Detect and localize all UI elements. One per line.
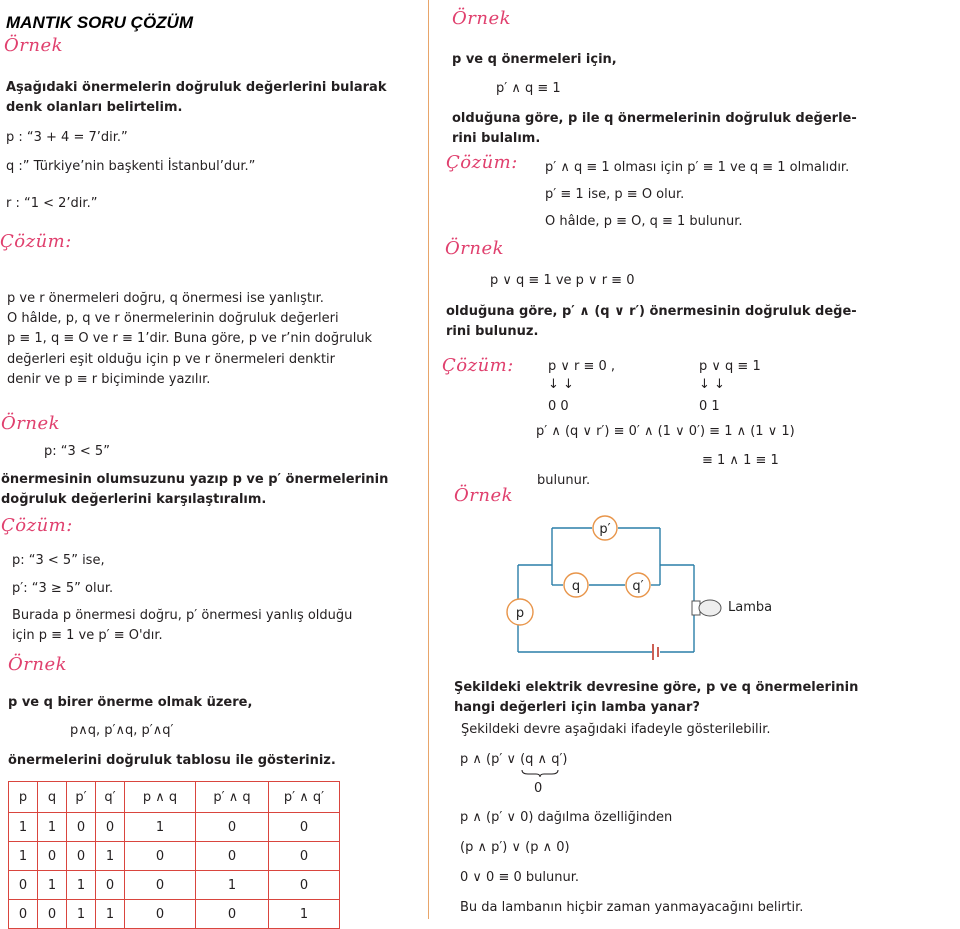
- ex6-expression: p ∧ (p′ ∨ (q ∧ q′): [460, 752, 568, 767]
- table-cell: 0: [96, 871, 125, 900]
- table-header-cell: p′: [67, 782, 96, 813]
- switch-p-prime: [593, 516, 617, 540]
- table-cell: 1: [9, 842, 38, 871]
- switch-q: [564, 573, 588, 597]
- ornek-label: Örnek: [454, 485, 514, 506]
- table-cell: 0: [67, 813, 96, 842]
- ornek-label: Örnek: [4, 35, 64, 56]
- ex6-solution: 0 ∨ 0 ≡ 0 bulunur.: [460, 870, 579, 885]
- ex6-solution: Bu da lambanın hiçbir zaman yanmayacağını belirtir.: [460, 900, 804, 915]
- table-cell: 1: [9, 813, 38, 842]
- table-cell: 0: [125, 900, 196, 929]
- ex4-intro: p ve q önermeleri için,: [452, 52, 617, 67]
- switch-q-prime: [626, 573, 650, 597]
- ex4-solution: p′ ≡ 1 ise, p ≡ O olur.: [545, 187, 685, 202]
- table-cell: 0: [196, 813, 269, 842]
- table-row: [9, 842, 340, 871]
- ex1-q: q :” Türkiye’nin başkenti İstanbul’dur.”: [6, 159, 256, 174]
- table-cell: 0: [269, 813, 340, 842]
- ex5-given: p ∨ q ≡ 1 ve p ∨ r ≡ 0: [490, 273, 635, 288]
- table-row: [9, 871, 340, 900]
- ornek-label: Örnek: [445, 238, 505, 259]
- ex2-solution: için p ≡ 1 ve p′ ≡ O'dır.: [12, 628, 163, 643]
- ex5-task: olduğuna göre, p′ ∧ (q ∨ r′) önermesinin doğruluk değe-: [446, 304, 857, 319]
- cozum-label: Çözüm:: [442, 355, 514, 376]
- ex5-arrows: ↓ ↓: [548, 377, 574, 392]
- table-cell: 1: [125, 813, 196, 842]
- table-cell: 0: [9, 900, 38, 929]
- ex4-given: p′ ∧ q ≡ 1: [496, 81, 561, 96]
- ex3-expression: p∧q, p′∧q, p′∧q′: [70, 723, 174, 738]
- ex5-step: p ∨ r ≡ 0 ,: [548, 359, 616, 374]
- table-cell: 0: [9, 871, 38, 900]
- ex5-values: 0 1: [699, 399, 720, 414]
- ex1-solution: değerleri eşit olduğu için p ve r önermeleri denktir: [7, 352, 336, 367]
- switch-p: [507, 599, 533, 625]
- ex6-solution: p ∧ (p′ ∨ 0) dağılma özelliğinden: [460, 810, 673, 825]
- ex2-statement: p: “3 < 5”: [44, 444, 110, 459]
- ex4-task: olduğuna göre, p ile q önermelerinin doğruluk değerle-: [452, 111, 857, 126]
- ex4-solution: O hâlde, p ≡ O, q ≡ 1 bulunur.: [545, 214, 743, 229]
- ex5-end: bulunur.: [537, 473, 591, 488]
- ornek-label: Örnek: [1, 413, 61, 434]
- circuit-diagram: [500, 510, 800, 670]
- table-header-cell: q′: [96, 782, 125, 813]
- ex1-intro: Aşağıdaki önermelerin doğruluk değerlerini bularak: [6, 80, 387, 95]
- lamp-icon: [692, 600, 721, 616]
- table-cell: 0: [67, 842, 96, 871]
- ex1-solution: denir ve p ≡ r biçiminde yazılır.: [7, 372, 211, 387]
- ex2-solution: p: “3 < 5” ise,: [12, 553, 105, 568]
- ex5-arrows: ↓ ↓: [699, 377, 725, 392]
- ex5-step: p ∨ q ≡ 1: [699, 359, 761, 374]
- table-cell: 1: [96, 900, 125, 929]
- ex2-solution: p′: “3 ≥ 5” olur.: [12, 581, 114, 596]
- table-header-row: [9, 782, 340, 813]
- ex2-intro: doğruluk değerlerini karşılaştıralım.: [1, 492, 267, 507]
- table-cell: 1: [96, 842, 125, 871]
- table-cell: 0: [125, 842, 196, 871]
- ex1-solution: p ≡ 1, q ≡ O ve r ≡ 1’dir. Buna göre, p ve r’nin doğruluk: [7, 331, 373, 346]
- switch-label: p: [515, 606, 525, 621]
- ex1-p: p : “3 + 4 = 7’dir.”: [6, 130, 128, 145]
- table-cell: 0: [196, 842, 269, 871]
- ex6-solution: Şekildeki devre aşağıdaki ifadeyle gösterilebilir.: [461, 722, 771, 737]
- table-header-cell: p: [9, 782, 38, 813]
- underbrace-icon: [520, 768, 560, 778]
- table-cell: 1: [67, 871, 96, 900]
- ex5-values: 0 0: [548, 399, 569, 414]
- ex1-solution: p ve r önermeleri doğru, q önermesi ise yanlıştır.: [7, 291, 324, 306]
- ex3-intro: p ve q birer önerme olmak üzere,: [8, 695, 253, 710]
- ex1-intro: denk olanları belirtelim.: [6, 100, 183, 115]
- ex5-result: ≡ 1 ∧ 1 ≡ 1: [702, 453, 779, 468]
- table-header-cell: p′ ∧ q: [196, 782, 269, 813]
- cozum-label: Çözüm:: [446, 152, 518, 173]
- table-cell: 0: [196, 900, 269, 929]
- ex6-solution: (p ∧ p′) ∨ (p ∧ 0): [460, 840, 570, 855]
- lamp-label: Lamba: [728, 600, 773, 615]
- table-cell: 1: [38, 813, 67, 842]
- table-cell: 0: [125, 871, 196, 900]
- ornek-label: Örnek: [452, 8, 512, 29]
- cozum-label: Çözüm:: [0, 231, 72, 252]
- ex6-task: hangi değerleri için lamba yanar?: [454, 700, 700, 715]
- ex2-solution: Burada p önermesi doğru, p′ önermesi yanlış olduğu: [12, 608, 353, 623]
- table-cell: 0: [96, 813, 125, 842]
- table-cell: 1: [38, 871, 67, 900]
- switch-label: p′: [599, 522, 611, 537]
- table-cell: 0: [38, 900, 67, 929]
- column-divider: [428, 0, 429, 919]
- table-row: [9, 900, 340, 929]
- ex1-r: r : “1 < 2’dir.”: [6, 196, 98, 211]
- ex4-task: rini bulalım.: [452, 131, 541, 146]
- ex2-intro: önermesinin olumsuzunu yazıp p ve p′ önermelerinin: [1, 472, 389, 487]
- page-title: MANTIK SORU ÇÖZÜM: [6, 13, 193, 32]
- ex6-task: Şekildeki elektrik devresine göre, p ve q önermelerinin: [454, 680, 859, 695]
- ex5-task: rini bulunuz.: [446, 324, 539, 339]
- table-row: [9, 813, 340, 842]
- table-header-cell: p′ ∧ q′: [269, 782, 340, 813]
- ornek-label: Örnek: [8, 654, 68, 675]
- ex4-solution: p′ ∧ q ≡ 1 olması için p′ ≡ 1 ve q ≡ 1 olmalıdır.: [545, 160, 850, 175]
- ex5-result: p′ ∧ (q ∨ r′) ≡ 0′ ∧ (1 ∨ 0′) ≡ 1 ∧ (1 ∨ 1): [536, 424, 795, 439]
- truth-table: [8, 781, 340, 929]
- table-cell: 1: [67, 900, 96, 929]
- brace-value: 0: [534, 781, 543, 796]
- switch-label: q′: [632, 579, 644, 594]
- ex1-solution: O hâlde, p, q ve r önermelerinin doğruluk değerleri: [7, 311, 339, 326]
- table-cell: 0: [38, 842, 67, 871]
- table-cell: 0: [269, 842, 340, 871]
- table-header-cell: q: [38, 782, 67, 813]
- cozum-label: Çözüm:: [1, 515, 73, 536]
- ex3-task: önermelerini doğruluk tablosu ile gösteriniz.: [8, 753, 336, 768]
- table-cell: 1: [196, 871, 269, 900]
- switch-label: q: [571, 579, 581, 594]
- table-cell: 0: [269, 871, 340, 900]
- table-cell: 1: [269, 900, 340, 929]
- table-header-cell: p ∧ q: [125, 782, 196, 813]
